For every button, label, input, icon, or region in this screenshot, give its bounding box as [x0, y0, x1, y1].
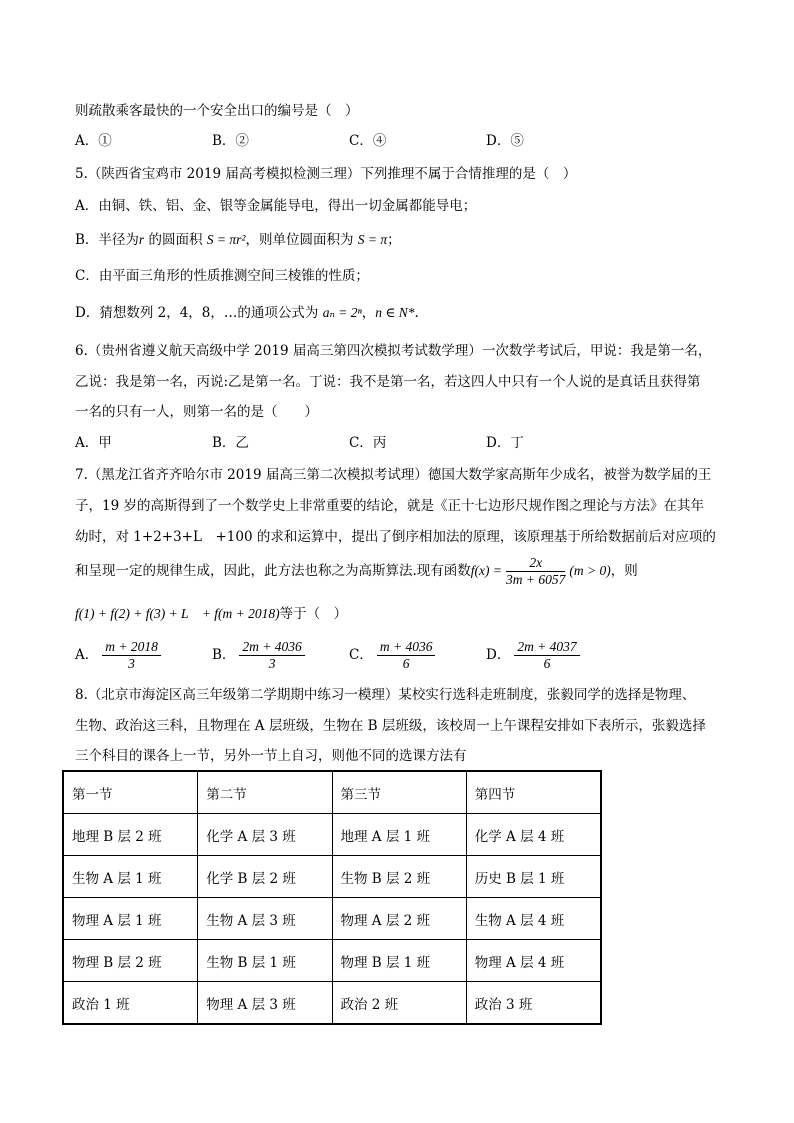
q7-option-c [349, 636, 439, 674]
q4-option-a: A．① [75, 133, 112, 149]
table-cell: 政治 2 班 [332, 982, 466, 1025]
q7-opt-d-label: D． [486, 647, 511, 663]
table-cell: 生物 A 层 3 班 [198, 898, 332, 940]
q7-opt-b-frac [239, 639, 304, 672]
q6-line3: 一名的只有一人，则第一名的是（ ） [75, 404, 318, 420]
table-cell: 政治 3 班 [466, 982, 601, 1025]
table-cell: 物理 A 层 1 班 [63, 898, 198, 940]
table-cell: 物理 B 层 1 班 [332, 940, 466, 982]
table-cell: 化学 B 层 2 班 [198, 856, 332, 898]
q6-option-d: D．丁 [486, 435, 524, 451]
q6-option-b: B．乙 [212, 435, 249, 451]
q4-option-b: B．② [212, 133, 249, 149]
table-cell: 生物 B 层 1 班 [198, 940, 332, 982]
table-cell: 地理 A 层 1 班 [332, 814, 466, 856]
table-cell: 物理 A 层 2 班 [332, 898, 466, 940]
q7-opt-a-den: 3 [128, 656, 135, 671]
q7-opt-d-frac [514, 639, 579, 672]
q7-opt-c-num: m + 4036 [377, 639, 436, 656]
q7-opt-c-den: 6 [402, 656, 410, 671]
table-header-row [63, 771, 601, 814]
q7-option-b [212, 636, 309, 674]
table-cell: 第二节 [198, 771, 332, 814]
table-cell: 历史 B 层 1 班 [466, 856, 601, 898]
q7-opt-a-frac [102, 639, 161, 672]
q6-option-c: C．丙 [349, 435, 387, 451]
q6-line1: 6.（贵州省遵义航天高级中学 2019 届高三第四次模拟考试数学理）一次数学考试后，甲说：我是第一名， [75, 343, 712, 359]
table-row [63, 940, 601, 982]
q6-option-a: A．甲 [75, 435, 112, 451]
q7-opt-c-frac [377, 639, 436, 672]
q4-option-c: C．④ [349, 133, 387, 149]
q5-b-formula2: S = π [357, 232, 388, 247]
q7-fx: f(x) = [470, 563, 503, 578]
table-row [63, 814, 601, 856]
q8-line3: 三个科目的课各上一节，另外一节上自习，则他不同的选课方法有 [75, 748, 467, 764]
table-cell: 生物 A 层 4 班 [466, 898, 601, 940]
q6-line2: 乙说：我是第一名，丙说:乙是第一名。丁说：我不是第一名，若这四人中只有一个人说的是真话且获得第 [75, 374, 701, 390]
q5-b-post: ，则单位圆面积为 [245, 232, 358, 248]
table-row [63, 856, 601, 898]
q5-b-mid: 的圆面积 [144, 232, 207, 248]
table-cell: 化学 A 层 4 班 [466, 814, 601, 856]
table-cell: 第一节 [63, 771, 198, 814]
q4-option-d: D．⑤ [486, 133, 524, 149]
table-cell: 地理 B 层 2 班 [63, 814, 198, 856]
q7-line4 [75, 552, 638, 590]
schedule-table [62, 770, 602, 1025]
q5-d-pre: D．猜想数列 2，4，8，…的通项公式为 [75, 305, 323, 321]
q7-opt-c-label: C． [349, 647, 373, 663]
q7-option-a [75, 636, 165, 674]
q7-line3: 幼时，对 1+2+3+L +100 的求和运算中，提出了倒序相加法的原理，该原理基于所给数据前后对应项的 [75, 529, 716, 545]
q7-line2: 子，19 岁的高斯得到了一个数学史上非常重要的结论，就是《正十七边形尺规作图之理论与方法》在其年 [75, 498, 704, 514]
q8-line1: 8.（北京市海淀区高三年级第二学期期中练习一模理）某校实行选科走班制度，张毅同学的选择是物理、 [75, 687, 696, 703]
q5-b-formula1: S = πr² [206, 232, 246, 247]
q5-option-b [75, 230, 401, 250]
table-cell: 物理 B 层 2 班 [63, 940, 198, 982]
q7-opt-d-den: 6 [543, 656, 551, 671]
q5-b-r: r [138, 232, 145, 247]
table-row [63, 982, 601, 1025]
table-cell: 化学 A 层 3 班 [198, 814, 332, 856]
q7-opt-b-label: B． [212, 647, 236, 663]
q4-stem: 则疏散乘客最快的一个安全出口的编号是（ ） [75, 103, 359, 119]
table-cell: 第三节 [332, 771, 466, 814]
q7-opt-b-num: 2m + 4036 [239, 639, 304, 656]
q7-line5 [75, 604, 347, 624]
q5-d-end: . [414, 305, 419, 321]
q7-condition: (m > 0) [569, 563, 611, 578]
q7-frac-den: 3m + 6057 [506, 572, 566, 587]
q7-opt-a-label: A． [75, 647, 99, 663]
table-cell: 生物 B 层 2 班 [332, 856, 466, 898]
q5-option-a: A．由铜、铁、铝、金、银等金属能导电，得出一切金属都能导电； [75, 198, 477, 214]
q5-option-d [75, 303, 419, 323]
q7-opt-d-num: 2m + 4037 [514, 639, 579, 656]
table-cell: 物理 A 层 4 班 [466, 940, 601, 982]
q7-function-fraction [506, 555, 565, 588]
q5-option-c: C．由平面三角形的性质推测空间三棱锥的性质； [75, 268, 369, 284]
q7-l5-end: 等于（ ） [279, 606, 348, 622]
q5-d-post: ， [361, 305, 376, 321]
q5-d-formula2: n ∈ N* [375, 305, 415, 320]
q5-b-end: ； [387, 232, 401, 248]
table-cell: 物理 A 层 3 班 [198, 982, 332, 1025]
table-cell: 第四节 [466, 771, 601, 814]
q7-l4-end: ，则 [610, 563, 638, 579]
q7-opt-b-den: 3 [268, 656, 276, 671]
q7-option-d [486, 636, 584, 674]
q5-b-pre: B．半径为 [75, 232, 139, 248]
q7-line1: 7.（黑龙江省齐齐哈尔市 2019 届高三第二次模拟考试理）德国大数学家高斯年少成名，被誉为数学届的王 [75, 467, 712, 483]
q7-sum-expr: f(1) + f(2) + f(3) + L + f(m + 2018) [75, 606, 280, 621]
q7-frac-num: 2x [506, 555, 565, 572]
q7-opt-a-num: m + 2018 [102, 639, 161, 656]
q5-d-formula: aₙ = 2ⁿ [322, 305, 362, 320]
table-cell: 生物 A 层 1 班 [63, 856, 198, 898]
table-row [63, 898, 601, 940]
table-cell: 政治 1 班 [63, 982, 198, 1025]
q5-stem: 5.（陕西省宝鸡市 2019 届高考模拟检测三理）下列推理不属于合情推理的是（ ） [75, 166, 577, 182]
q7-l4-pre: 和呈现一定的规律生成，因此，此方法也称之为高斯算法.现有函数 [75, 563, 471, 579]
q8-line2: 生物、政治这三科，且物理在 A 层班级，生物在 B 层班级，该校周一上午课程安排如下表所示，张毅选择 [75, 718, 706, 734]
